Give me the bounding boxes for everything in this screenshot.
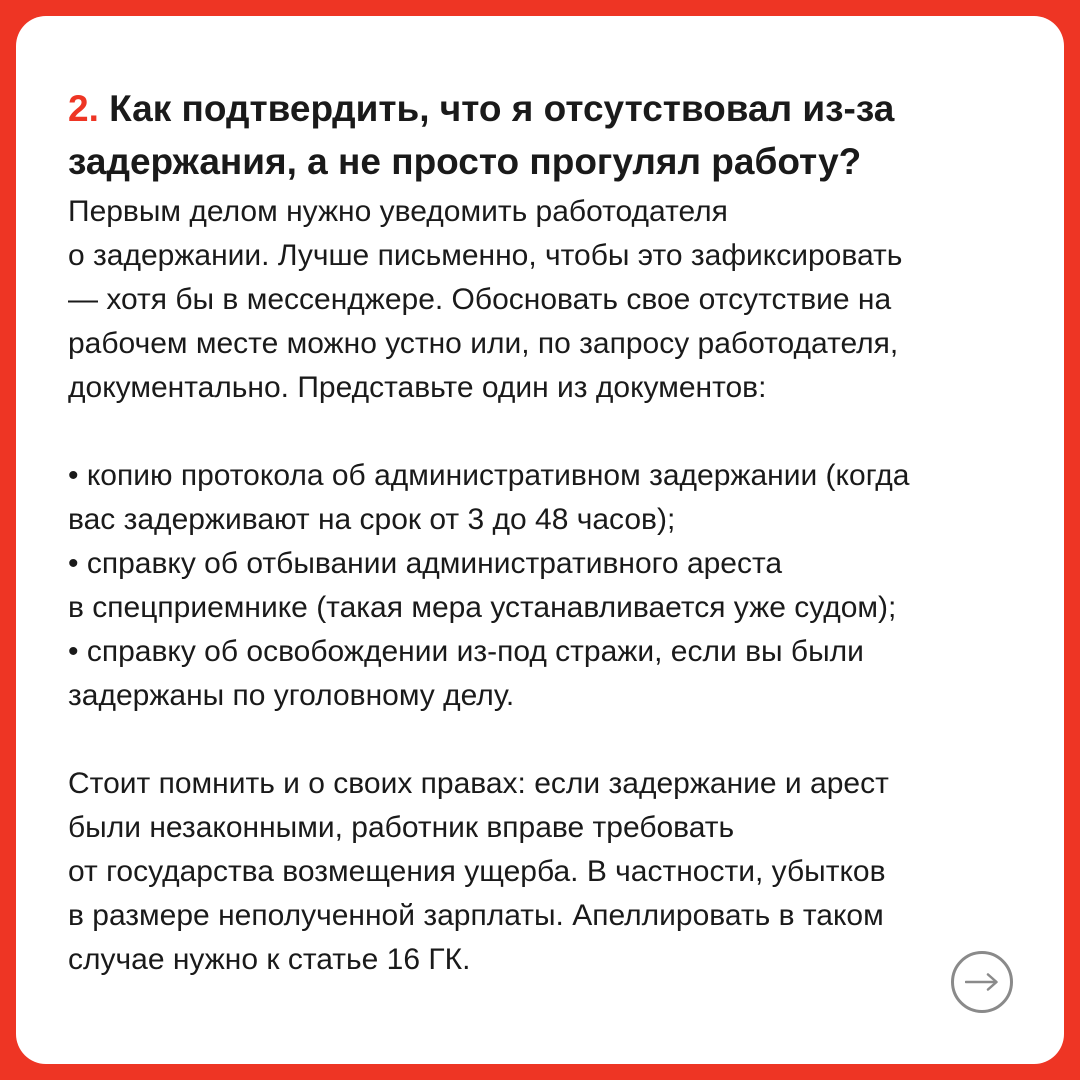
arrow-right-icon: [965, 973, 999, 991]
page-title: [68, 82, 1008, 188]
content-card: [16, 16, 1064, 1064]
question-text: Как подтвердить, что я отсутствовал из-за задержания, а не просто прогулял работу?: [68, 88, 895, 182]
intro-paragraph: [68, 190, 1028, 410]
list-item: вас задерживают на срок от 3 до 48 часов);: [68, 503, 676, 536]
list-item: • справку об отбывании административного ареста: [68, 547, 783, 580]
paragraph-gap: [68, 410, 1028, 454]
closing-line: Стоит помнить и о своих правах: если задержание и арест: [68, 767, 889, 800]
intro-line: документально. Представьте один из документов:: [68, 371, 767, 404]
intro-line: о задержании. Лучше письменно, чтобы это зафиксировать: [68, 239, 903, 272]
next-slide-button[interactable]: [951, 951, 1013, 1013]
answer-body: [68, 190, 1028, 982]
closing-line: были незаконными, работник вправе требовать: [68, 811, 735, 844]
question-number: 2.: [68, 88, 99, 129]
list-item: в спецприемнике (такая мера устанавливается уже судом);: [68, 591, 897, 624]
intro-line: — хотя бы в мессенджере. Обосновать свое отсутствие на: [68, 283, 892, 316]
closing-paragraph: [68, 762, 1028, 982]
intro-line: рабочем месте можно устно или, по запросу работодателя,: [68, 327, 899, 360]
documents-list: [68, 454, 1028, 718]
closing-line: в размере неполученной зарплаты. Апеллировать в таком: [68, 899, 884, 932]
intro-line: Первым делом нужно уведомить работодателя: [68, 195, 728, 228]
paragraph-gap: [68, 718, 1028, 762]
closing-line: случае нужно к статье 16 ГК.: [68, 943, 471, 976]
list-item: задержаны по уголовному делу.: [68, 679, 515, 712]
list-item: • справку об освобождении из-под стражи, если вы были: [68, 635, 864, 668]
closing-line: от государства возмещения ущерба. В частности, убытков: [68, 855, 886, 888]
list-item: • копию протокола об административном задержании (когда: [68, 459, 910, 492]
